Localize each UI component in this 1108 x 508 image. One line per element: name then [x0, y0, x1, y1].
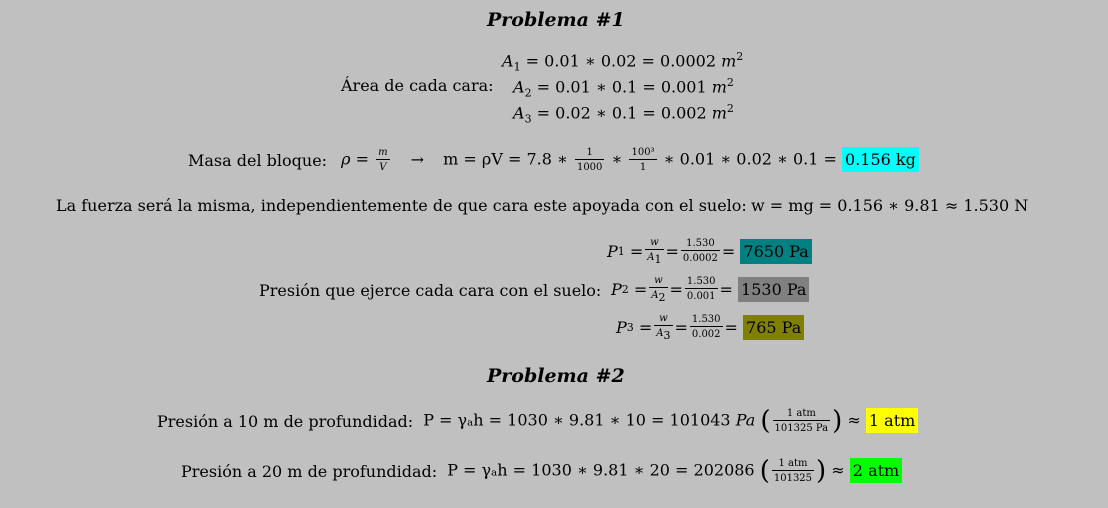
- pressure-10m-label: Presión a 10 m de profundidad:: [157, 411, 414, 431]
- mass-result-highlight: 0.156 kg: [842, 147, 919, 172]
- area-a2-equation: $A_2 = 0.01$ ∗ 0.1 = 0.001 $m^2$: [513, 76, 734, 100]
- pressure-20m-label: Presión a 20 m de profundidad:: [181, 461, 438, 481]
- problem2-title: Problema #2: [487, 365, 625, 387]
- pressure-20m-equation: P = γₐh = 1030 ∗ 9.81 ∗ 20 = 202086 ( $\frac{\text{1 atm}}{101325}$ ) ≈ 2 atm: [447, 458, 902, 484]
- pressure-p1-result: 7650 Pa: [740, 239, 811, 264]
- pressure-p2-equation: P 2 = $\frac{w}{A_2}$ = $\frac{1.530}{0.001}$ = 1530 Pa: [611, 271, 809, 307]
- area-label: Área de cada cara:: [341, 76, 494, 95]
- mass-equation: ρ = $\frac{m}{V}$ → m = ρV = 7.8 ∗ $\frac{1}{1000}$ ∗ $\frac{\text{100³}}{1}$ ∗ 0.01 ∗ 0.02 ∗ 0.1 = 0.156 kg: [341, 147, 919, 173]
- mass-label: Masa del bloque:: [188, 150, 328, 170]
- pressure-label: Presión que ejerce cada cara con el suelo:: [259, 281, 602, 300]
- pressure-20m-row: [181, 452, 902, 490]
- pressure-p2-result: 1530 Pa: [738, 277, 809, 302]
- force-label: La fuerza será la misma, independientemente de que cara este apoyada con el suelo:: [56, 196, 747, 215]
- pressure-p3-equation: P 3 = $\frac{w}{A_3}$ = $\frac{1.530}{0.002}$ = 765 Pa: [616, 309, 804, 345]
- pressure-10m-row: [157, 402, 918, 440]
- pressure-10m-result: 1 atm: [866, 408, 918, 433]
- problem1-title: Problema #1: [487, 9, 625, 31]
- area-a1-equation: $A_1 = 0.01$ ∗ 0.02 = 0.0002 $m^2$: [502, 50, 744, 74]
- pressure-p3-result: 765 Pa: [743, 315, 804, 340]
- pressure-p1-equation: P 1 = $\frac{w}{A_1}$ = $\frac{1.530}{0.0002}$ = 7650 Pa: [607, 233, 812, 269]
- area-a3-equation: $A_3 = 0.02$ ∗ 0.1 = 0.002 $m^2$: [513, 102, 734, 126]
- pressure-20m-result: 2 atm: [850, 458, 902, 483]
- force-equation: w = mg = 0.156 ∗ 9.81 ≈ 1.530 N: [751, 196, 1029, 215]
- mass-row: [188, 142, 919, 178]
- pressure-10m-equation: P = γₐh = 1030 ∗ 9.81 ∗ 10 = 101043 Pa ( $\frac{\text{1 atm}}{101325 Pa}$ ) ≈ 1 atm: [423, 408, 918, 434]
